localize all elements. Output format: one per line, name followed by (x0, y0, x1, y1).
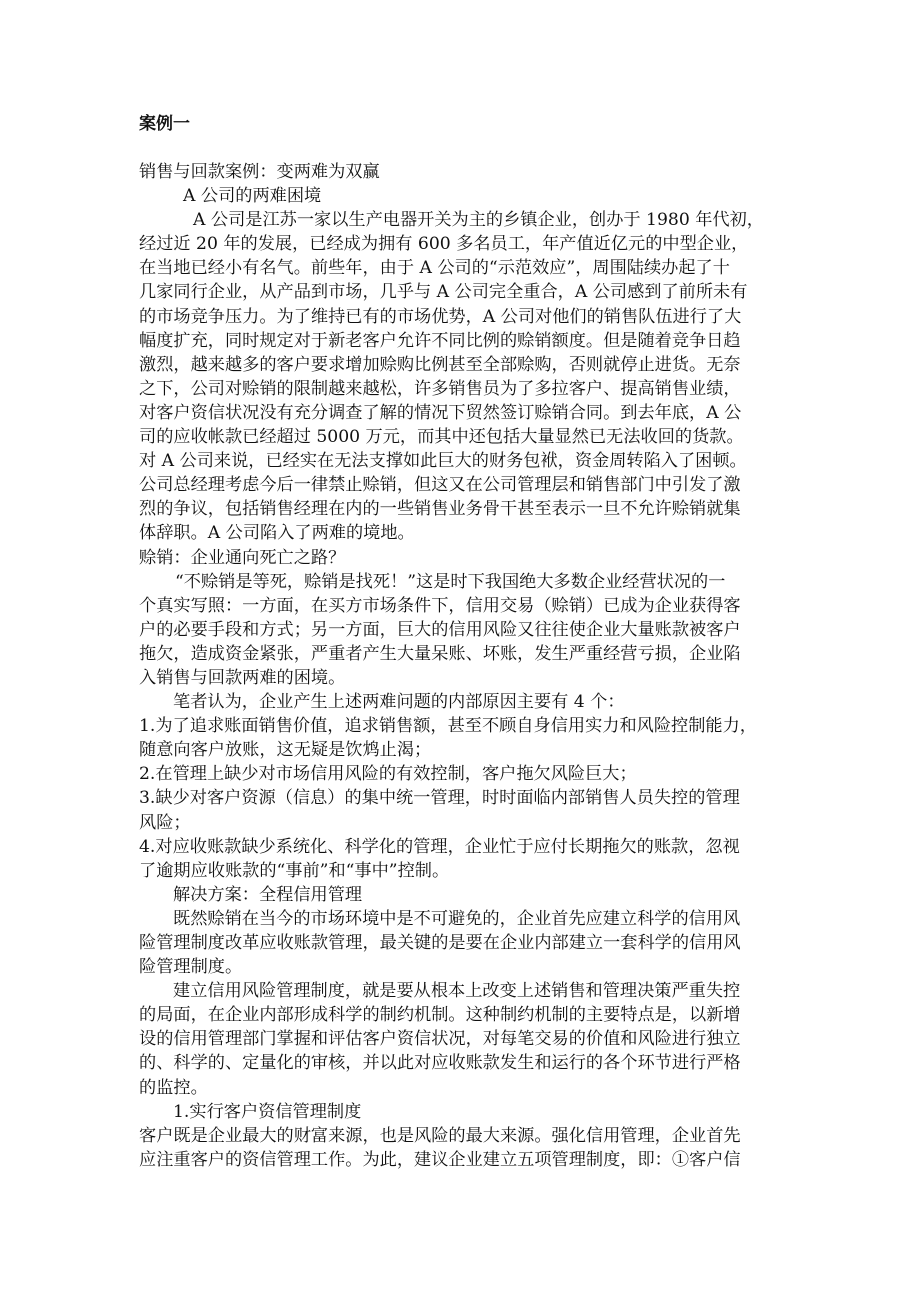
body-line: 公司总经理考虑今后一律禁止赊销，但这又在公司管理层和销售部门中引发了激 (139, 475, 741, 496)
body-line: 体辞职。A 公司陷入了两难的境地。 (139, 523, 415, 544)
list-item-4: 4.对应收账款缺少系统化、科学化的管理，企业忙于应付长期拖欠的账款，忽视 (139, 836, 740, 857)
body-line: 几家同行企业，从产品到市场，几乎与 A 公司完全重合，A 公司感到了前所未有 (139, 282, 748, 303)
section-heading-credit-sales: 赊销：企业通向死亡之路？ (139, 547, 346, 568)
list-item-4-cont: 了逾期应收账款的“事前”和“事中”控制。 (139, 860, 450, 881)
body-line: 的监控。 (139, 1077, 208, 1098)
body-line: 客户既是企业最大的财富来源，也是风险的最大来源。强化信用管理，企业首先 (139, 1125, 741, 1146)
body-line: 幅度扩充，同时规定对于新老客户允许不同比例的赊销额度。但是随着竞争日趋 (139, 330, 741, 351)
body-line: 司的应收帐款已经超过 5000 万元，而其中还包括大量显然已无法收回的货款。 (139, 427, 744, 448)
section-heading-credit-management: 1.实行客户资信管理制度 (173, 1101, 362, 1122)
list-item-2: 2.在管理上缺少对市场信用风险的有效控制，客户拖欠风险巨大； (139, 764, 637, 785)
body-line: 的、科学的、定量化的审核，并以此对应收账款发生和运行的各个环节进行严格 (139, 1053, 741, 1074)
body-line: “不赊销是等死，赊销是找死！”这是时下我国绝大多数企业经营状况的一 (175, 571, 726, 592)
body-line: 个真实写照：一方面，在买方市场条件下，信用交易（赊销）已成为企业获得客 (139, 595, 741, 616)
document-page (139, 112, 811, 1172)
body-line: 入销售与回款两难的困境。 (139, 667, 346, 688)
section-heading-dilemma: A 公司的两难困境 (183, 186, 322, 207)
list-item-3-cont: 风险； (139, 812, 191, 833)
body-line: 之下，公司对赊销的限制越来越松，许多销售员为了多拉客户、提高销售业绩， (139, 378, 741, 399)
body-line: 笔者认为，企业产生上述两难问题的内部原因主要有 4 个： (173, 692, 625, 713)
body-line: 的市场竞争压力。为了维持已有的市场优势，A 公司对他们的销售队伍进行了大 (139, 306, 742, 327)
case-subtitle: 销售与回款案例：变两难为双赢 (139, 162, 380, 182)
body-line: 在当地已经小有名气。前些年，由于 A 公司的“示范效应”，周围陆续办起了十 (139, 258, 730, 279)
body-line: 的局面，在企业内部形成科学的制约机制。这种制约机制的主要特点是，以新增 (139, 1005, 741, 1026)
list-item-1: 1.为了追求账面销售价值，追求销售额，甚至不顾自身信用实力和风险控制能力， (139, 716, 757, 737)
body-line: 设的信用管理部门掌握和评估客户资信状况，对每笔交易的价值和风险进行独立 (139, 1029, 741, 1050)
body-line: 烈的争议，包括销售经理在内的一些销售业务骨干甚至表示一旦不允许赊销就集 (139, 499, 741, 520)
body-line: 经过近 20 年的发展，已经成为拥有 600 多名员工，年产值近亿元的中型企业， (139, 234, 749, 255)
body-line: 拖欠，造成资金紧张，严重者产生大量呆账、坏账，发生严重经营亏损，企业陷 (139, 643, 741, 664)
list-item-3: 3.缺少对客户资源（信息）的集中统一管理，时时面临内部销售人员失控的管理 (139, 788, 740, 809)
body-line: 户的必要手段和方式；另一方面，巨大的信用风险又往往使企业大量账款被客户 (139, 619, 741, 640)
body-line: 激烈，越来越多的客户要求增加赊购比例甚至全部赊购，否则就停止进货。无奈 (139, 354, 741, 375)
body-line: 对 A 公司来说，已经实在无法支撑如此巨大的财务包袱，资金周转陷入了困顿。 (139, 451, 747, 472)
body-line: 对客户资信状况没有充分调查了解的情况下贸然签订赊销合同。到去年底，A 公 (139, 402, 742, 423)
body-line: 应注重客户的资信管理工作。为此，建议企业建立五项管理制度，即：①客户信 (139, 1149, 741, 1170)
document-title: 案例一 (139, 114, 190, 134)
body-line: 险管理制度改革应收账款管理，最关键的是要在企业内部建立一套科学的信用风 (139, 933, 741, 953)
section-heading-solution: 解决方案：全程信用管理 (173, 884, 363, 905)
body-line: 既然赊销在当今的市场环境中是不可避免的，企业首先应建立科学的信用风 (173, 908, 741, 929)
body-line: 险管理制度。 (139, 957, 243, 978)
body-line: A 公司是江苏一家以生产电器开关为主的乡镇企业，创办于 1980 年代初， (193, 210, 764, 231)
list-item-1-cont: 随意向客户放账，这无疑是饮鸩止渴； (139, 740, 432, 761)
body-line: 建立信用风险管理制度，就是要从根本上改变上述销售和管理决策严重失控 (173, 981, 741, 1002)
